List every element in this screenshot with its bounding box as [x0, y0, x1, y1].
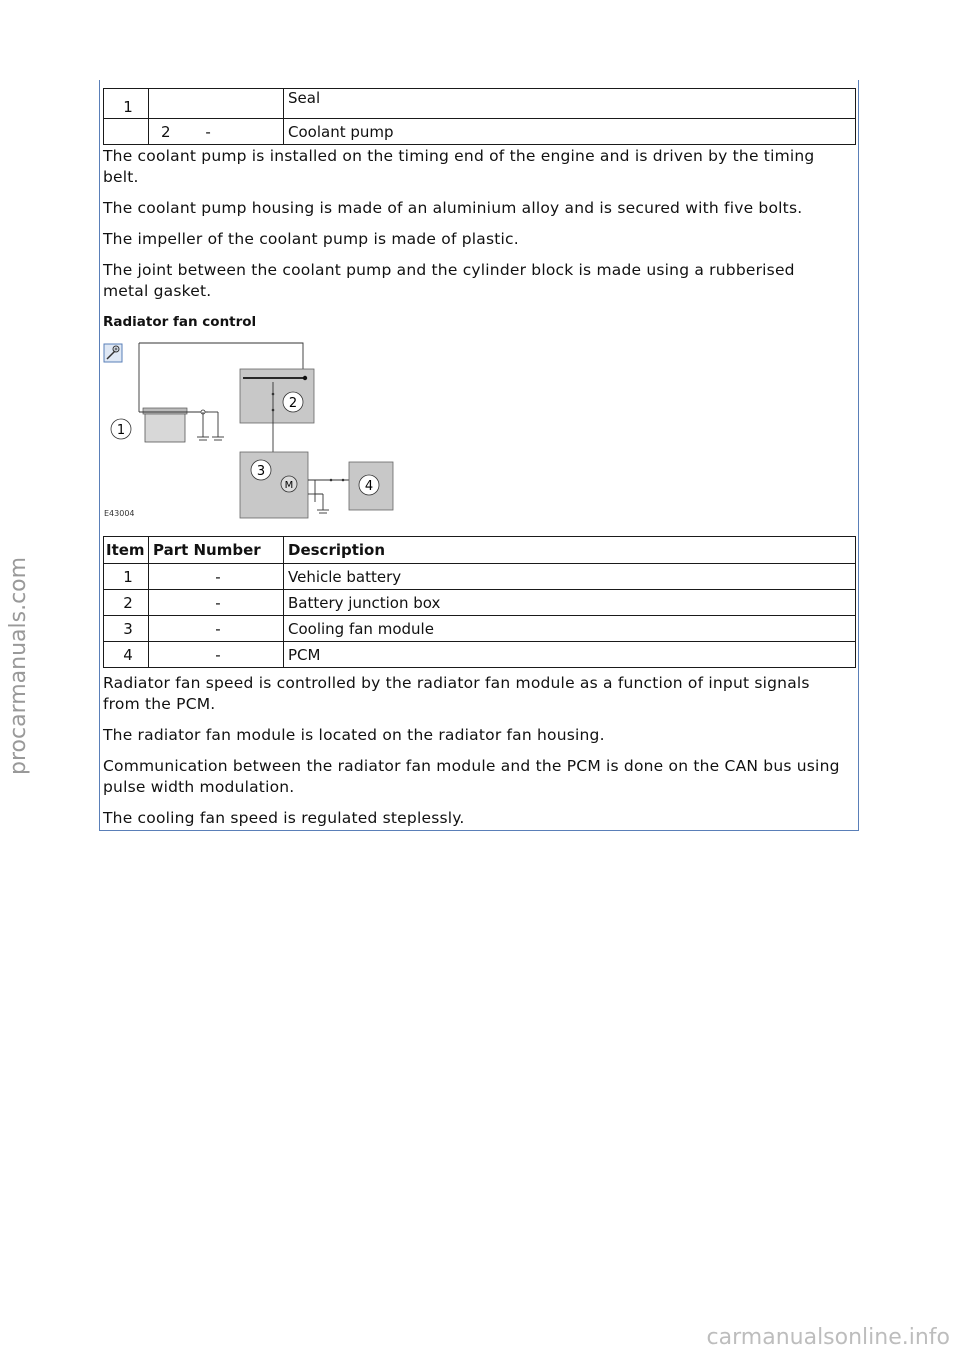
figure-code: E43004	[104, 509, 135, 518]
body-paragraph: The radiator fan module is located on the radiator fan housing.	[103, 726, 605, 744]
part-number-text: -	[205, 122, 211, 141]
description-cell: PCM	[284, 642, 856, 668]
description-text: Seal	[288, 89, 321, 107]
header-description: Description	[284, 537, 856, 564]
header-item: Item	[104, 537, 149, 564]
content-frame	[99, 80, 859, 831]
part-number-cell: -	[149, 564, 284, 590]
wiring-diagram	[103, 342, 403, 527]
callout-1-label: 1	[116, 423, 126, 438]
table-row	[104, 564, 856, 590]
item-cell	[104, 89, 149, 119]
body-paragraph: Communication between the radiator fan module and the PCM is done on the CAN bus using pulse width modulation.	[103, 757, 840, 796]
table-header-row	[104, 537, 856, 564]
body-paragraph: Radiator fan speed is controlled by the radiator fan module as a function of input signals from the PCM.	[103, 674, 810, 713]
callout-2-label: 2	[288, 396, 298, 411]
header-part-number: Part Number	[149, 537, 284, 564]
part-number-cell	[149, 89, 284, 119]
parts-table	[103, 536, 856, 668]
parts-table-top	[103, 88, 856, 145]
description-cell: Cooling fan module	[284, 616, 856, 642]
body-paragraph: The coolant pump housing is made of an aluminium alloy and is secured with five bolts.	[103, 199, 803, 217]
paragraph-group-b	[103, 673, 855, 829]
part-number-cell: -	[149, 590, 284, 616]
content-inner	[103, 80, 856, 827]
table-row	[104, 119, 856, 145]
table-row	[104, 616, 856, 642]
body-paragraph: The impeller of the coolant pump is made of plastic.	[103, 230, 519, 248]
section-heading: Radiator fan control	[103, 314, 257, 330]
battery-shape	[145, 412, 185, 442]
table-row	[104, 590, 856, 616]
description-cell	[284, 89, 856, 119]
body-paragraph: The joint between the coolant pump and the cylinder block is made using a rubberised metal gasket.	[103, 261, 795, 300]
body-paragraph: The coolant pump is installed on the timing end of the engine and is driven by the timing belt.	[103, 147, 815, 186]
item-cell: 3	[104, 616, 149, 642]
table-row	[104, 89, 856, 119]
part-number-cell: -	[149, 642, 284, 668]
paragraph-group-a	[103, 146, 843, 302]
item-number: 1	[123, 98, 133, 116]
fan-module-shape	[240, 452, 308, 518]
item-cell	[104, 119, 149, 145]
item-cell: 2	[104, 590, 149, 616]
description-cell	[284, 119, 856, 145]
part-number-cell	[149, 119, 284, 145]
callout-3-label: 3	[256, 464, 266, 479]
diagram-svg	[103, 342, 403, 527]
footer-watermark: carmanualsonline.info	[706, 1325, 950, 1350]
side-watermark: procarmanuals.com	[6, 556, 31, 775]
body-paragraph: The cooling fan speed is regulated steplessly.	[103, 809, 465, 827]
description-text: Coolant pump	[288, 122, 394, 141]
description-cell: Battery junction box	[284, 590, 856, 616]
item-cell: 4	[104, 642, 149, 668]
table-row	[104, 642, 856, 668]
part-number-cell: -	[149, 616, 284, 642]
zoom-icon[interactable]	[104, 344, 122, 362]
item-number: 2	[161, 122, 171, 141]
item-cell: 1	[104, 564, 149, 590]
motor-label: M	[284, 480, 294, 491]
description-cell: Vehicle battery	[284, 564, 856, 590]
callout-4-label: 4	[364, 479, 374, 494]
